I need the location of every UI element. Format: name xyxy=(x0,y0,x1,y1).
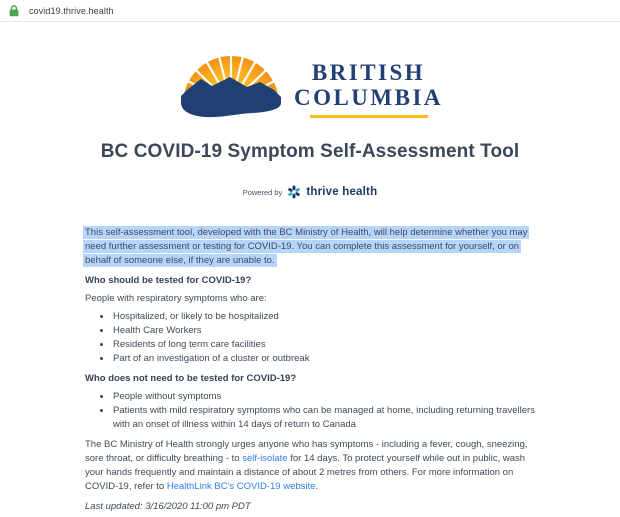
advice-paragraph xyxy=(85,438,535,494)
list-item: • Part of an investigation of a cluster or outbreak xyxy=(112,352,535,366)
bc-sunrise-mountains-icon xyxy=(177,54,285,124)
url-text[interactable]: covid19.thrive.health xyxy=(29,5,114,16)
wordmark-line1: BRITISH xyxy=(311,59,426,85)
page-title: BC COVID-19 Symptom Self-Assessment Tool xyxy=(100,141,520,162)
powered-by-row xyxy=(85,185,535,199)
healthlink-bc-link[interactable]: HealthLink BC's COVID-19 website xyxy=(166,481,316,492)
wordmark-gold-underline xyxy=(310,115,428,118)
advice-text-3: . xyxy=(315,481,319,492)
bc-government-logo xyxy=(85,54,535,124)
wordmark-line2: COLUMBIA xyxy=(293,84,444,110)
list-item: • Health Care Workers xyxy=(112,324,535,338)
advice-text-2: for 14 days. To protect yourself while out in public, wash your hands frequently and maintain a distance of about 2 metres from others. For more information on COVID-19, refer to xyxy=(85,453,526,492)
powered-by-label: Powered by xyxy=(242,187,283,197)
self-isolate-link[interactable]: self-isolate xyxy=(242,453,288,464)
not-tested-list xyxy=(85,390,535,432)
bc-wordmark xyxy=(294,61,443,118)
tested-list xyxy=(85,310,535,366)
heading-who-does-not-need-testing: Who does not need to be tested for COVID-19? xyxy=(85,373,297,384)
list-item: • Patients with mild respiratory symptoms who can be managed at home, including returning travellers with an onset of illness within 14 days of return to Canada xyxy=(112,404,535,432)
page-content xyxy=(85,54,535,514)
tested-lead: People with respiratory symptoms who are: xyxy=(85,293,267,304)
heading-who-should-be-tested: Who should be tested for COVID-19? xyxy=(85,275,252,286)
last-updated: Last updated: 3/16/2020 11:00 pm PDT xyxy=(85,501,251,512)
list-item: • Residents of long term care facilities xyxy=(112,338,535,352)
list-item: • People without symptoms xyxy=(112,390,535,404)
thrive-pinwheel-icon xyxy=(287,185,301,199)
browser-url-bar[interactable] xyxy=(0,0,620,22)
selected-text: This self-assessment tool, developed with the BC Ministry of Health, will help determine whether you may need further assessment or testing for COVID-19. You can complete this assessment for yourself, or on behalf of someone else, if they are unable to. xyxy=(85,227,528,266)
intro-paragraph xyxy=(85,226,535,268)
thrive-health-brand: thrive health xyxy=(306,186,378,198)
list-item: • Hospitalized, or likely to be hospitalized xyxy=(112,310,535,324)
advice-text-1: The BC Ministry of Health strongly urges anyone who has symptoms - including a fever, cough, sneezing, sore throat, or difficulty breathing - to xyxy=(85,439,528,464)
lock-icon[interactable] xyxy=(9,4,19,17)
